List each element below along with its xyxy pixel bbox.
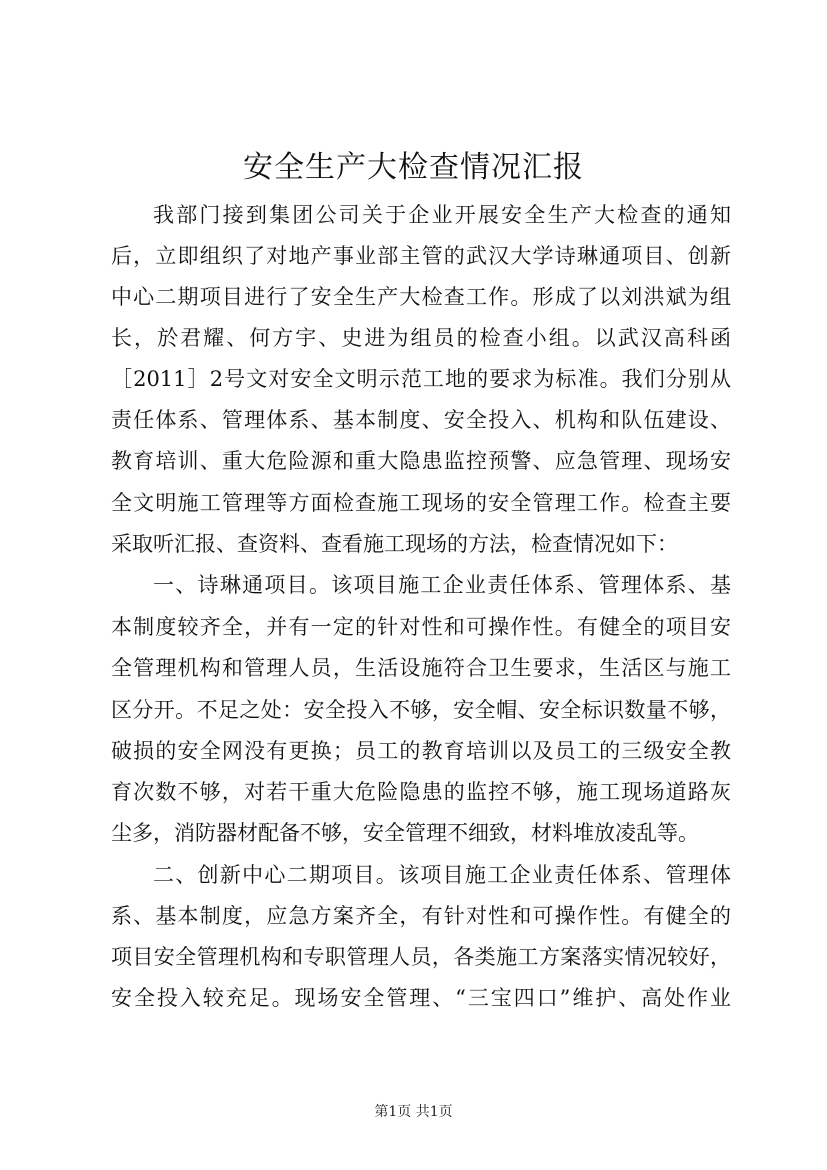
body-line: 项目安全管理机构和专职管理人员，各类施工方案落实情况较好，	[111, 945, 731, 969]
body-line: 本制度较齐全，并有一定的针对性和可操作性。有健全的项目安	[111, 615, 731, 639]
document-title: 安全生产大检查情况汇报	[243, 150, 584, 185]
body-line: 我部门接到集团公司关于企业开展安全生产大检查的通知	[153, 203, 731, 227]
body-line: 教育培训、重大危险源和重大隐患监控预警、应急管理、现场安	[111, 449, 731, 473]
body-line: 系、基本制度，应急方案齐全，有针对性和可操作性。有健全的	[111, 904, 731, 928]
body-line: 责任体系、管理体系、基本制度、安全投入、机构和队伍建设、	[111, 408, 731, 432]
body-line: 一、诗琳通项目。该项目施工企业责任体系、管理体系、基	[153, 573, 731, 597]
body-line: 二、创新中心二期项目。该项目施工企业责任体系、管理体	[153, 863, 731, 887]
body-line: 安全投入较充足。现场安全管理、“三宝四口”维护、高处作业	[111, 986, 731, 1010]
body-line: ［2011］2号文对安全文明示范工地的要求为标准。我们分别从	[111, 367, 731, 391]
body-line: 破损的安全网没有更换；员工的教育培训以及员工的三级安全教	[111, 739, 731, 763]
body-line: 采取听汇报、查资料、查看施工现场的方法，检查情况如下：	[111, 532, 678, 556]
body-line: 育次数不够，对若干重大危险隐患的监控不够，施工现场道路灰	[111, 780, 731, 804]
body-line: 全管理机构和管理人员，生活设施符合卫生要求，生活区与施工	[111, 656, 731, 680]
body-line: 中心二期项目进行了安全生产大检查工作。形成了以刘洪斌为组	[111, 285, 731, 309]
body-line: 尘多，消防器材配备不够，安全管理不细致，材料堆放凌乱等。	[111, 821, 699, 845]
body-line: 长，於君耀、何方宇、史进为组员的检查小组。以武汉高科函	[111, 326, 731, 350]
body-line: 区分开。不足之处：安全投入不够，安全帽、安全标识数量不够，	[111, 698, 731, 722]
body-line: 后，立即组织了对地产事业部主管的武汉大学诗琳通项目、创新	[111, 244, 731, 268]
page-number-footer: 第1页 共1页	[374, 1104, 453, 1120]
body-line: 全文明施工管理等方面检查施工现场的安全管理工作。检查主要	[111, 491, 731, 515]
